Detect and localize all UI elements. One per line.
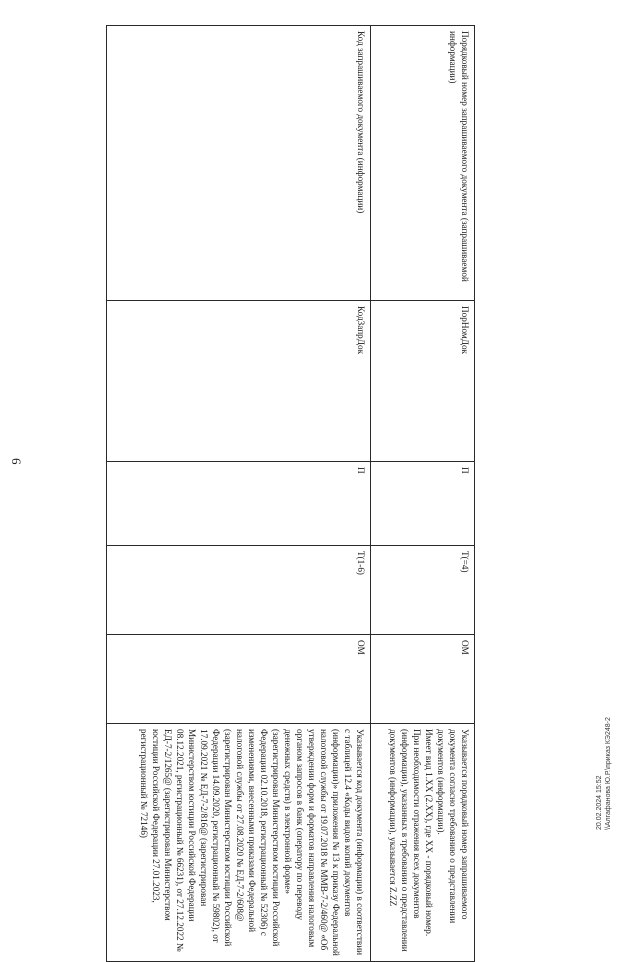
stamp-path: \\Алгафанова Ю.Р.\приказ КЭ248-2 [605,717,612,830]
element-name-cell: Порядковый номер запрашиваемого документа (запрашиваемой информации) [371,26,475,301]
stamp-datetime: 20.02.2024 15:52 [596,775,603,830]
element-type-cell: П [371,462,475,546]
description-paragraph: Имеет вид 1.XX (2.XX), где XX - порядковый номер. [424,729,434,937]
element-format-cell: T(=4) [371,546,475,635]
element-required-cell: ОМ [371,635,475,724]
element-type-cell: П [107,462,371,546]
description-paragraph: Указывается код документа (информации) в соответствии с таблицей 12.4 «Коды видов копий документов (информации)» приложения № 13 к приказу Федеральной налоговой службы от 19.07.2018 № ММВ-7-2/460@ «Об утверждении форм и форматов направления налоговым органом запросов в банк (оператору по переводу денежных средств) в электронной форме» (зарегистрирован Министерством юстиции Российской Федерации 02.10.2018, регистрационный № 52306) с изменениями, внесенными приказами Федеральной налоговой службы от 27.08.2020 № ЕД-7-2/608@ (зарегистрирован Министерством юстиции Российской Федерации 14.09.2020, регистрационный № 59802), от 17.09.2021 № ЕД-7-2/816@ (зарегистрирован Министерством юстиции Российской Федерации 08.12.2021, регистрационный № 66231), от 27.12.2022 № ЕД-7-2/1265@ (зарегистрирован Министерством юстиции Российской Федерации 27.01.2023, регистрационный № 72146) [139,729,365,956]
element-required-cell: ОМ [107,635,371,724]
element-name-cell: Код запрашиваемого документа (информации) [107,26,371,301]
footer-stamp [595,717,613,830]
element-tag-cell: КодЗапрДок [107,301,371,462]
element-description-cell [371,724,475,962]
rotated-table-container [107,25,475,956]
description-paragraph: Указывается порядковый номер запрашиваемого документа согласно требованию о представлении документов (информации). [436,729,470,924]
table-row [371,26,475,962]
description-paragraph: При необходимости отражения всех документов (информации), указанных в требовании о представлении документов (информации), указывается Z.ZZ [388,729,422,952]
table-row [107,26,371,962]
element-description-cell [107,724,371,962]
page-number: 6 [9,458,24,465]
element-format-cell: T(1-6) [107,546,371,635]
format-table [106,25,475,962]
element-tag-cell: ПорНомДок [371,301,475,462]
